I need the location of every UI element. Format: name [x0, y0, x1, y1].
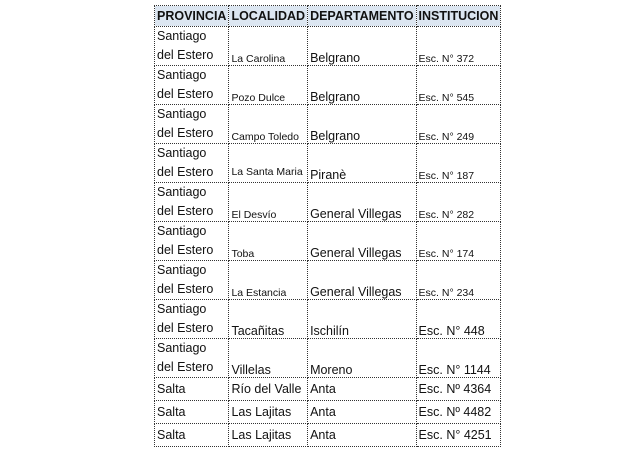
cell-provincia: Santiago del Estero: [155, 300, 229, 339]
cell-provincia: Santiago del Estero: [155, 144, 229, 183]
cell-localidad: La Santa Maria: [229, 144, 308, 183]
schools-table: [154, 5, 501, 447]
header-row: [155, 6, 501, 27]
cell-departamento: Belgrano: [308, 66, 416, 105]
cell-departamento: Ischilín: [308, 300, 416, 339]
cell-provincia: Salta: [155, 401, 229, 424]
cell-institucion: Esc. N° 174: [416, 222, 501, 261]
table-row: [155, 300, 501, 339]
table-row: [155, 424, 501, 447]
cell-localidad: Villelas: [229, 339, 308, 378]
cell-institucion: Esc. Nº 4364: [416, 378, 501, 401]
cell-provincia: Salta: [155, 378, 229, 401]
cell-provincia: Santiago del Estero: [155, 339, 229, 378]
cell-provincia: Santiago del Estero: [155, 66, 229, 105]
table-row: [155, 339, 501, 378]
cell-provincia: Santiago del Estero: [155, 222, 229, 261]
cell-departamento: Moreno: [308, 339, 416, 378]
cell-institucion: Esc. N° 448: [416, 300, 501, 339]
cell-institucion: Esc. N° 4251: [416, 424, 501, 447]
cell-localidad: Río del Valle: [229, 378, 308, 401]
cell-localidad: El Desvío: [229, 183, 308, 222]
cell-departamento: General Villegas: [308, 183, 416, 222]
cell-provincia: Santiago del Estero: [155, 183, 229, 222]
cell-institucion: Esc. N° 1144: [416, 339, 501, 378]
table-row: [155, 144, 501, 183]
cell-departamento: Belgrano: [308, 27, 416, 66]
table-row: [155, 378, 501, 401]
cell-localidad: Las Lajitas: [229, 401, 308, 424]
cell-localidad: Las Lajitas: [229, 424, 308, 447]
header-localidad: LOCALIDAD: [229, 6, 308, 27]
cell-provincia: Santiago del Estero: [155, 105, 229, 144]
header-departamento: DEPARTAMENTO: [308, 6, 416, 27]
cell-institucion: Esc. Nº 4482: [416, 401, 501, 424]
header-provincia: PROVINCIA: [155, 6, 229, 27]
cell-institucion: Esc. N° 282: [416, 183, 501, 222]
cell-institucion: Esc. N° 372: [416, 27, 501, 66]
table-row: [155, 66, 501, 105]
table-row: [155, 261, 501, 300]
cell-departamento: General Villegas: [308, 222, 416, 261]
cell-localidad: La Estancia: [229, 261, 308, 300]
cell-institucion: Esc. N° 187: [416, 144, 501, 183]
cell-institucion: Esc. N° 249: [416, 105, 501, 144]
table-row: [155, 401, 501, 424]
cell-localidad: Tacañitas: [229, 300, 308, 339]
table-row: [155, 183, 501, 222]
cell-departamento: Anta: [308, 424, 416, 447]
cell-provincia: Salta: [155, 424, 229, 447]
cell-institucion: Esc. N° 234: [416, 261, 501, 300]
cell-departamento: Piranè: [308, 144, 416, 183]
table-row: [155, 105, 501, 144]
table-row: [155, 27, 501, 66]
cell-localidad: La Carolina: [229, 27, 308, 66]
table-row: [155, 222, 501, 261]
cell-departamento: Anta: [308, 401, 416, 424]
header-institucion: INSTITUCION: [416, 6, 501, 27]
cell-provincia: Santiago del Estero: [155, 261, 229, 300]
cell-localidad: Toba: [229, 222, 308, 261]
cell-institucion: Esc. N° 545: [416, 66, 501, 105]
cell-localidad: Campo Toledo: [229, 105, 308, 144]
cell-departamento: General Villegas: [308, 261, 416, 300]
cell-departamento: Anta: [308, 378, 416, 401]
cell-localidad: Pozo Dulce: [229, 66, 308, 105]
cell-provincia: Santiago del Estero: [155, 27, 229, 66]
cell-departamento: Belgrano: [308, 105, 416, 144]
